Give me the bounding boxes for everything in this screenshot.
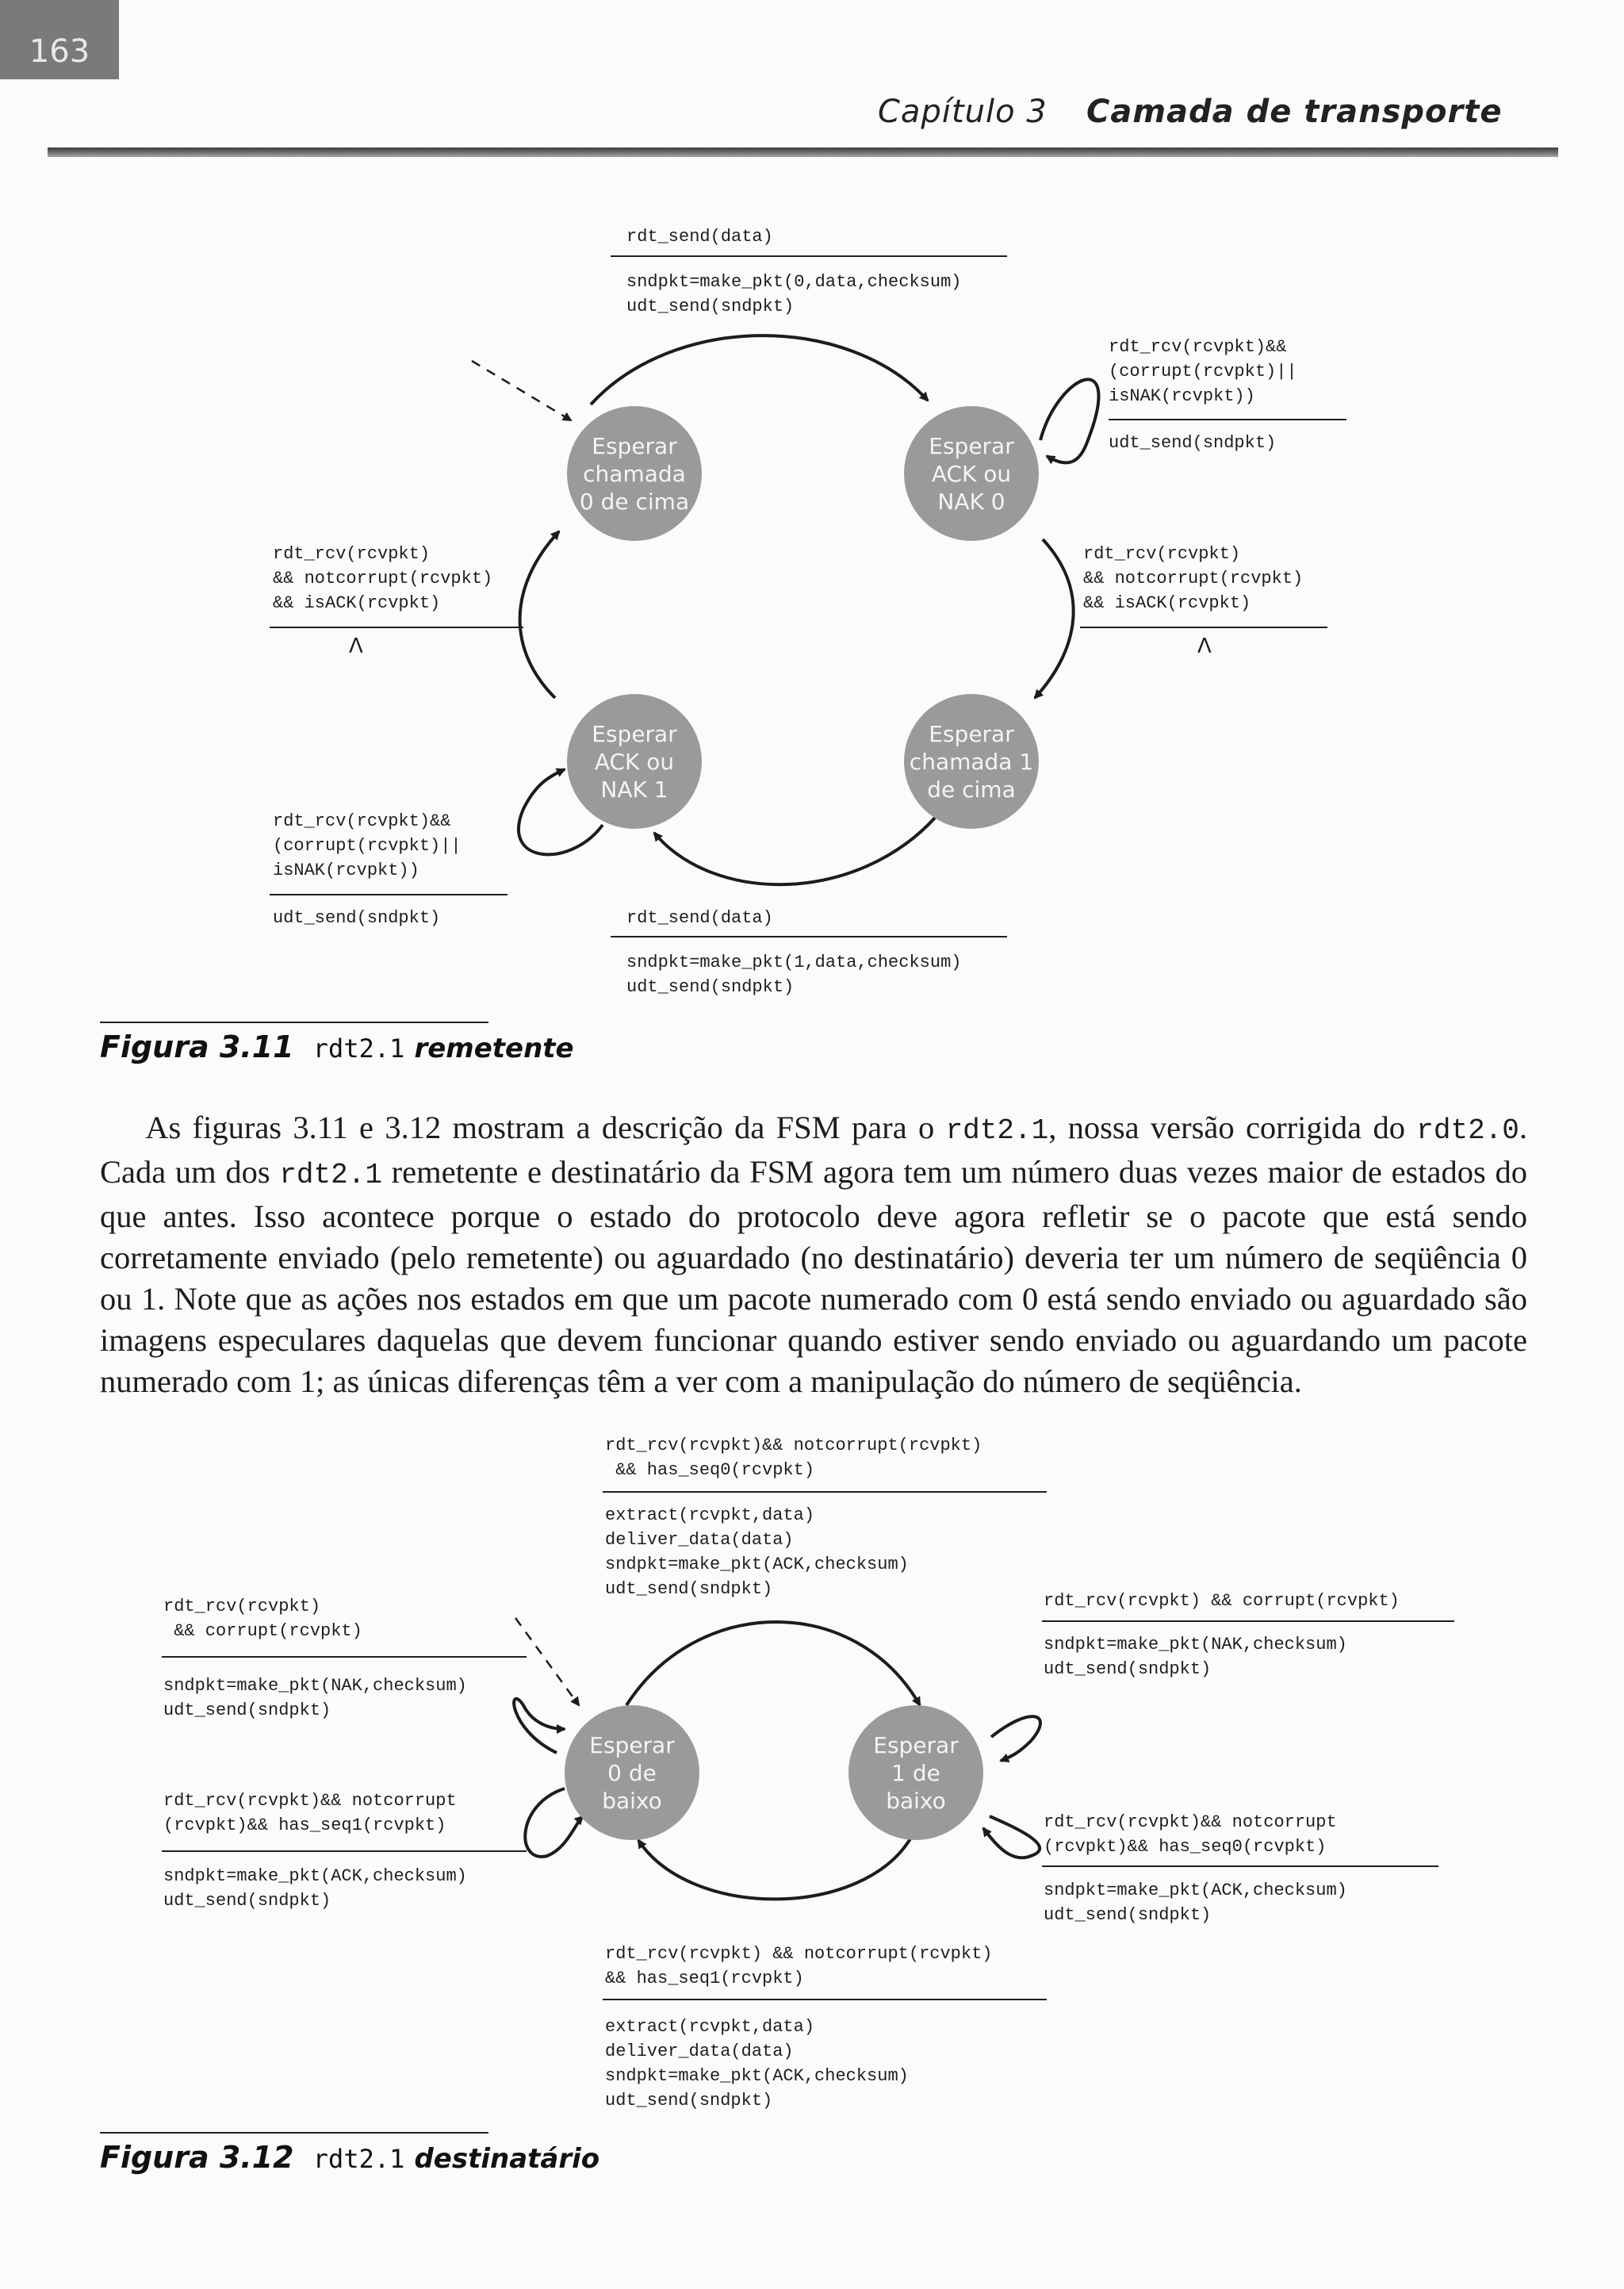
- t312-right-seq0-event: rdt_rcv(rcvpkt)&& notcorrupt (rcvpkt)&& has_seq0(rcvpkt): [1044, 1812, 1337, 1857]
- t312-right-corrupt-actions: sndpkt=make_pkt(NAK,checksum) udt_send(sndpkt): [1044, 1635, 1347, 1679]
- chapter-label: Capítulo 3: [878, 94, 1048, 130]
- t312-bottom-rule: [603, 1999, 1047, 2000]
- t311-send1-rule: [611, 936, 1007, 937]
- section-title: Camada de transporte: [1086, 94, 1503, 130]
- t311-retx1-rule: [270, 894, 508, 895]
- caption-312-rule: [100, 2132, 488, 2134]
- edge-b0-self-top: [514, 1699, 565, 1753]
- t312-right-seq0-actions: sndpkt=make_pkt(ACK,checksum) udt_send(sndpkt): [1044, 1881, 1347, 1925]
- edge-ack0-self: [1040, 379, 1098, 462]
- t311-ack1-rule: [270, 627, 523, 628]
- t311-ack0-lambda: Λ: [1197, 635, 1212, 658]
- state-wait-call-1: Esperar chamada 1 de cima: [904, 694, 1039, 829]
- t311-ack0-event: rdt_rcv(rcvpkt) && notcorrupt(rcvpkt) && isACK(rcvpkt): [1083, 544, 1304, 613]
- t311-ack1-event: rdt_rcv(rcvpkt) && notcorrupt(rcvpkt) && isACK(rcvpkt): [273, 544, 493, 613]
- caption-311-rule: [100, 1022, 488, 1023]
- t312-top-actions: extract(rcvpkt,data) deliver_data(data) sndpkt=make_pkt(ACK,checksum) udt_send(sndpkt): [605, 1505, 909, 1599]
- t312-left-seq1-event: rdt_rcv(rcvpkt)&& notcorrupt (rcvpkt)&& has_seq1(rcvpkt): [163, 1791, 457, 1835]
- initial-arrow-312: [515, 1618, 579, 1705]
- t311-send1-actions: sndpkt=make_pkt(1,data,checksum) udt_send(sndpkt): [626, 953, 962, 997]
- state-wait-ack-1: Esperar ACK ou NAK 1: [567, 694, 702, 829]
- edge-b1-b0: [638, 1836, 912, 1899]
- t311-retx1-actions: udt_send(sndpkt): [273, 908, 441, 928]
- t312-top-rule: [603, 1491, 1047, 1493]
- t312-left-seq1-rule: [162, 1850, 527, 1852]
- state-wait-ack-0: Esperar ACK ou NAK 0: [904, 406, 1039, 541]
- t312-top-event: rdt_rcv(rcvpkt)&& notcorrupt(rcvpkt) && has_seq0(rcvpkt): [605, 1436, 982, 1480]
- caption-311: Figura 3.11 rdt2.1 remetente: [100, 1029, 574, 1064]
- t312-left-corrupt-actions: sndpkt=make_pkt(NAK,checksum) udt_send(sndpkt): [163, 1676, 467, 1720]
- t312-right-seq0-rule: [1042, 1865, 1438, 1867]
- t311-ack0-rule: [1080, 627, 1327, 628]
- page-number: 163: [0, 0, 119, 79]
- t312-bottom-event: rdt_rcv(rcvpkt) && notcorrupt(rcvpkt) && has_seq1(rcvpkt): [605, 1944, 993, 1988]
- t311-send0-actions: sndpkt=make_pkt(0,data,checksum) udt_send(sndpkt): [626, 272, 962, 316]
- t311-send0-rule: [611, 255, 1007, 257]
- t312-left-corrupt-event: rdt_rcv(rcvpkt) && corrupt(rcvpkt): [163, 1597, 362, 1641]
- t311-retx0-actions: udt_send(sndpkt): [1109, 433, 1277, 453]
- state-wait-below-0: Esperar 0 de baixo: [565, 1705, 699, 1840]
- edge-b1-self-bottom: [983, 1816, 1040, 1858]
- caption-312: Figura 3.12 rdt2.1 destinatário: [100, 2140, 600, 2175]
- edge-ack1-call0: [520, 531, 559, 698]
- t311-retx0-event: rdt_rcv(rcvpkt)&& (corrupt(rcvpkt)|| isNAK(rcvpkt)): [1109, 337, 1297, 406]
- t311-ack1-lambda: Λ: [349, 635, 363, 658]
- t311-retx0-rule: [1109, 419, 1346, 420]
- edge-call1-ack1: [654, 817, 936, 884]
- edge-call0-ack0: [591, 335, 928, 405]
- t312-left-seq1-actions: sndpkt=make_pkt(ACK,checksum) udt_send(sndpkt): [163, 1866, 467, 1911]
- body-paragraph: As figuras 3.11 e 3.12 mostram a descrição da FSM para o rdt2.1, nossa versão corrigida do rdt2.0. Cada um dos rdt2.1 remetente e destinatário da FSM agora tem um número duas vezes maior de estados do que antes. Isso acontece porque o estado do protocolo deve agora refletir se o pacote que está sendo corretamente enviado (pelo remetente) ou aguardado (no destinatário) deveria ter um número de seqüência 0 ou 1. Note que as ações nos estados em que um pacote numerado com 0 está sendo enviado ou aguardado são imagens especulares daquelas que devem funcionar quando estiver sendo enviado ou aguardando um pacote numerado com 1; as únicas diferenças têm a ver com a manipulação do número de seqüência.: [100, 1110, 1528, 1399]
- state-wait-below-1: Esperar 1 de baixo: [848, 1705, 983, 1840]
- t311-send0-event: rdt_send(data): [626, 227, 773, 247]
- initial-arrow-311: [472, 361, 571, 420]
- edge-ack0-call1: [1035, 539, 1074, 698]
- t311-send1-event: rdt_send(data): [626, 908, 773, 928]
- t312-right-corrupt-event: rdt_rcv(rcvpkt) && corrupt(rcvpkt): [1044, 1591, 1400, 1611]
- state-wait-call-0: Esperar chamada 0 de cima: [567, 406, 702, 541]
- edge-b0-b1: [626, 1622, 920, 1705]
- t312-left-corrupt-rule: [162, 1656, 527, 1658]
- t312-right-corrupt-rule: [1042, 1620, 1454, 1622]
- edge-b1-self-top: [991, 1716, 1040, 1761]
- t311-retx1-event: rdt_rcv(rcvpkt)&& (corrupt(rcvpkt)|| isNAK(rcvpkt)): [273, 811, 462, 880]
- t312-bottom-actions: extract(rcvpkt,data) deliver_data(data) sndpkt=make_pkt(ACK,checksum) udt_send(sndpkt): [605, 2017, 909, 2111]
